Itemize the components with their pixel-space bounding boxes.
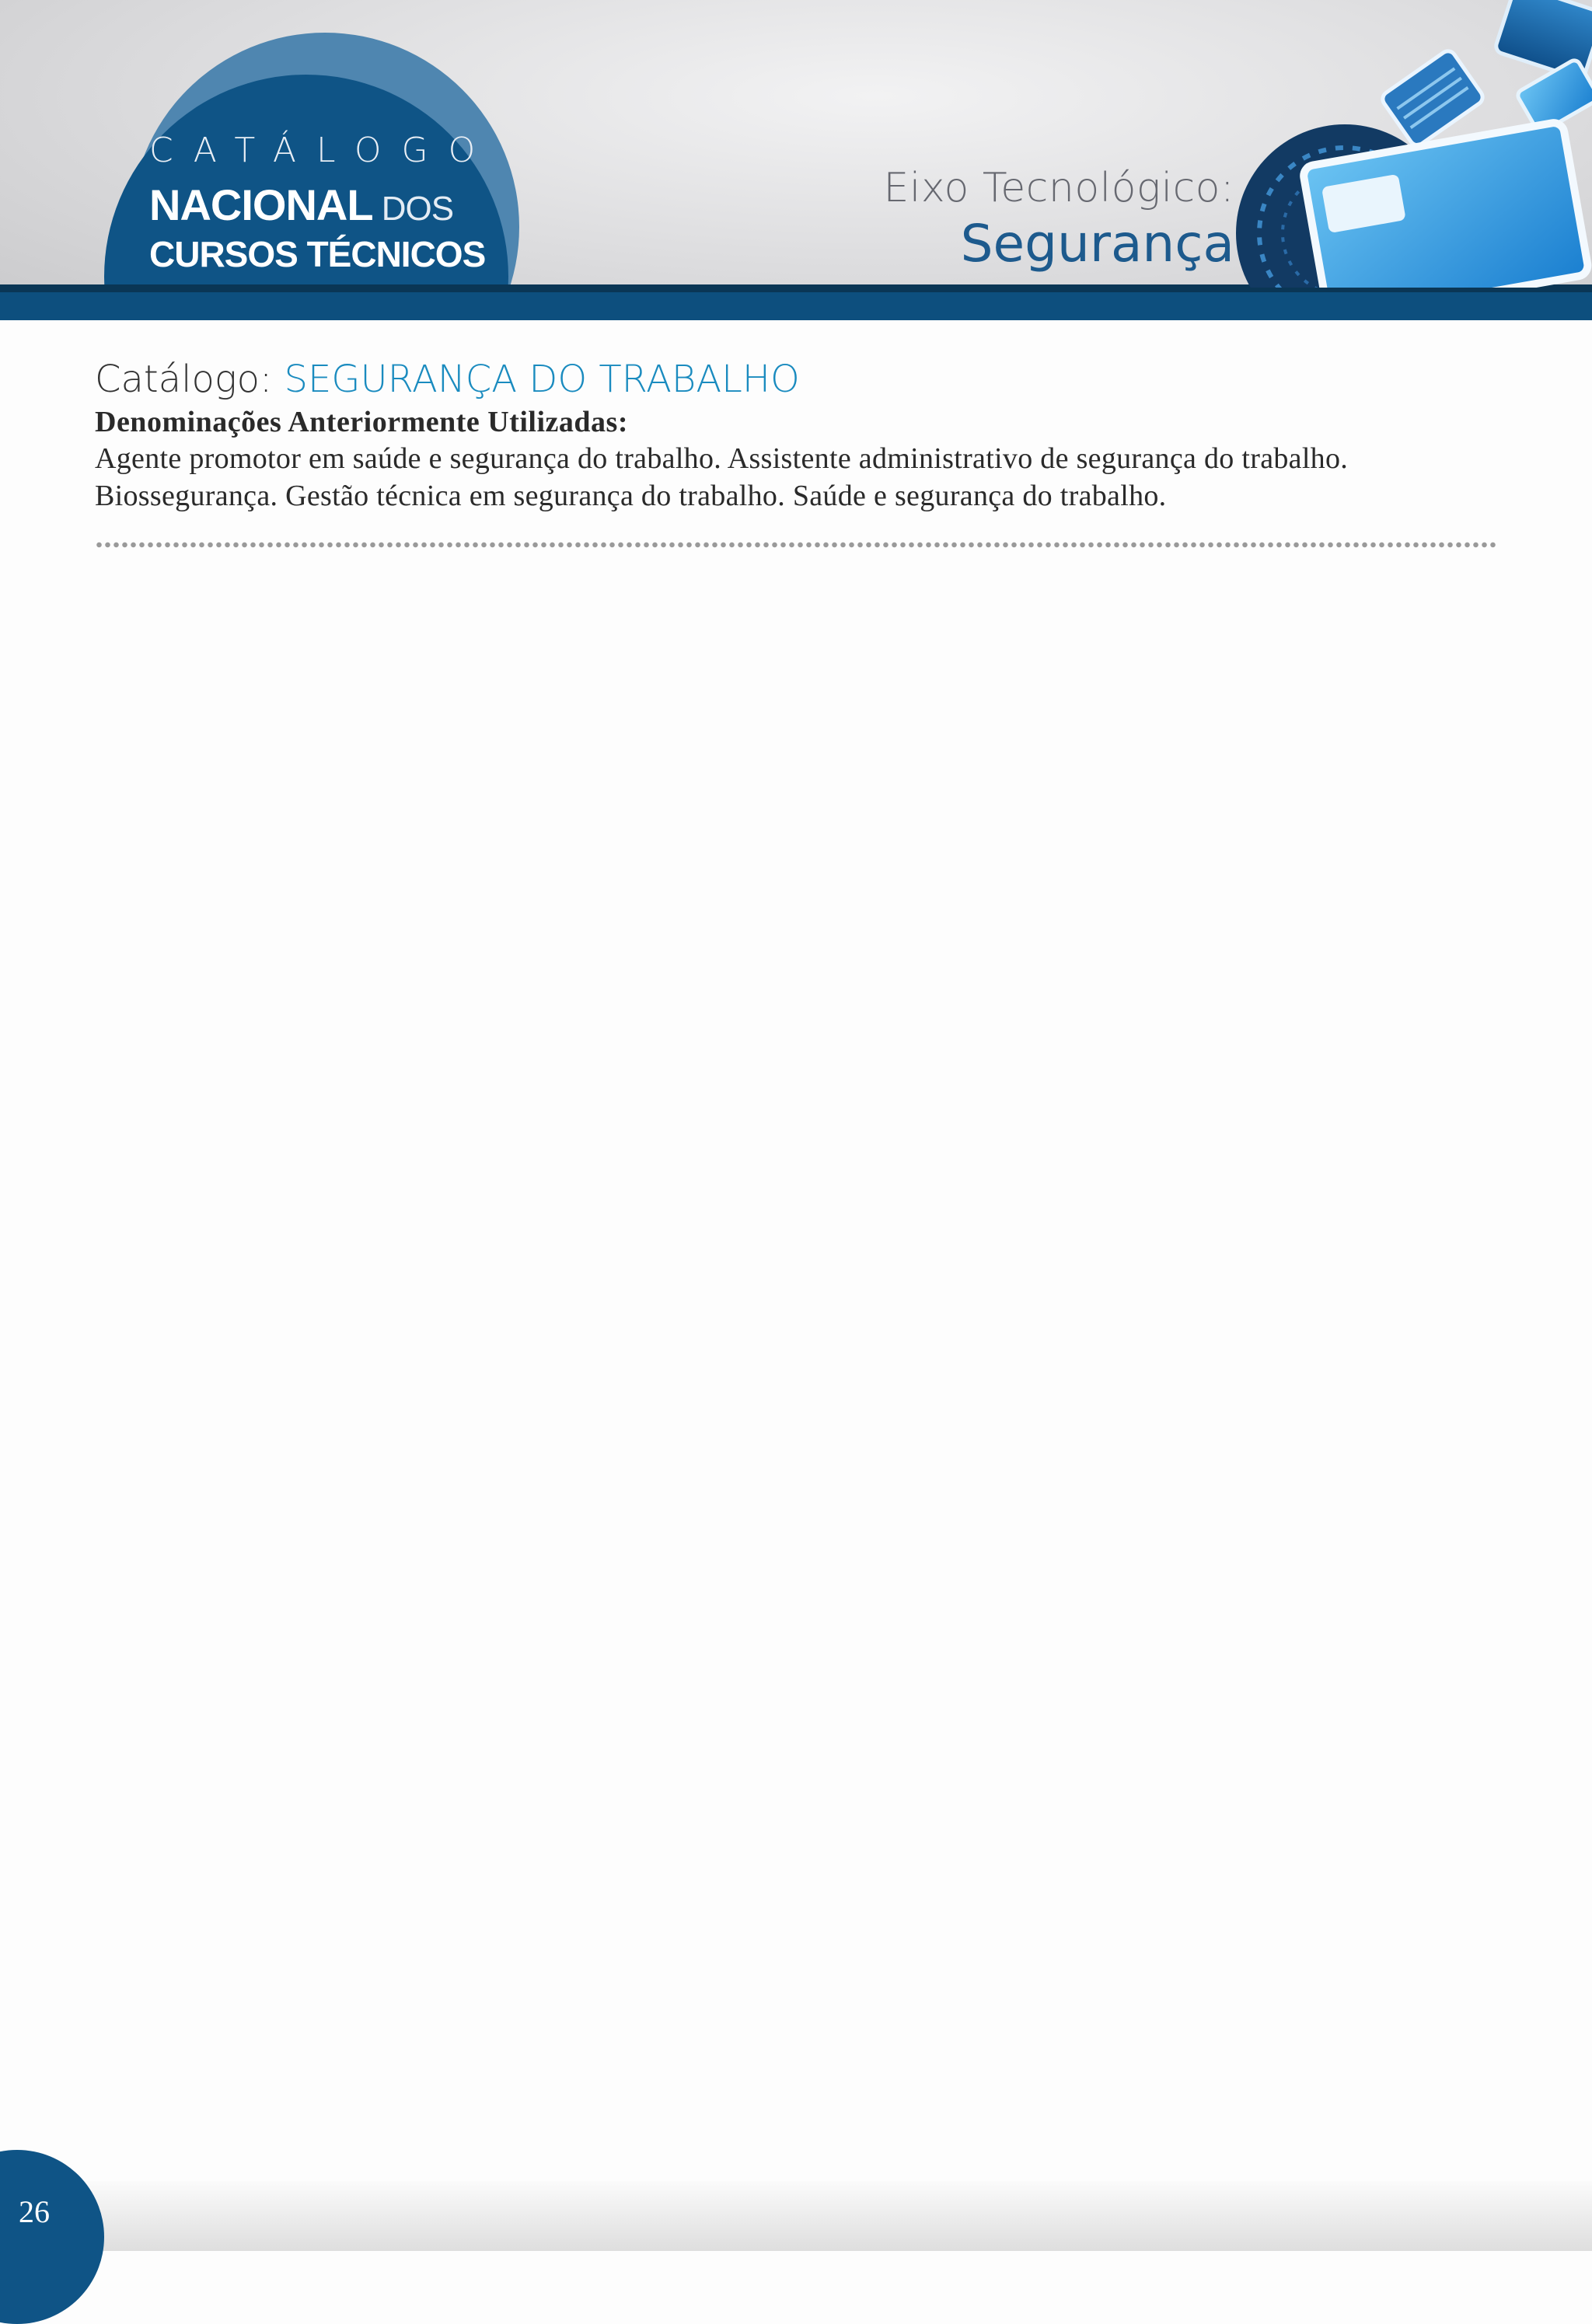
page-header [0, 0, 1592, 320]
dotted-divider [95, 541, 1497, 549]
card-stripes [1380, 48, 1486, 148]
catalog-label: Catálogo: [95, 358, 285, 401]
eixo-label: Eixo Tecnológico: [883, 165, 1234, 211]
page-number: 26 [19, 2194, 50, 2229]
page-footer [0, 2181, 1592, 2251]
badge-line2 [149, 180, 507, 230]
eixo-value: Segurança [960, 214, 1234, 274]
badge-line1: CATÁLOGO [149, 131, 496, 170]
denominations-text: Agente promotor em saúde e segurança do trabalho. Assistente administrativo de segurança do trabalho. Biossegurança. Gestão técnica em segurança do trabalho. Saúde e segurança do trabalho. [95, 441, 1349, 512]
catalog-title [95, 359, 1494, 400]
badge-line3: CURSOS TÉCNICOS [149, 234, 486, 274]
security-cards-illustration [1213, 0, 1592, 288]
catalog-badge-logo [149, 131, 507, 275]
denominations-label: Denominações Anteriormente Utilizadas: [95, 405, 628, 438]
badge-nacional: NACIONAL [149, 180, 373, 229]
catalog-content [95, 359, 1494, 515]
catalog-value: SEGURANÇA DO TRABALHO [284, 358, 800, 401]
page-number-circle [0, 2150, 104, 2324]
badge-dos: DOS [372, 190, 454, 228]
